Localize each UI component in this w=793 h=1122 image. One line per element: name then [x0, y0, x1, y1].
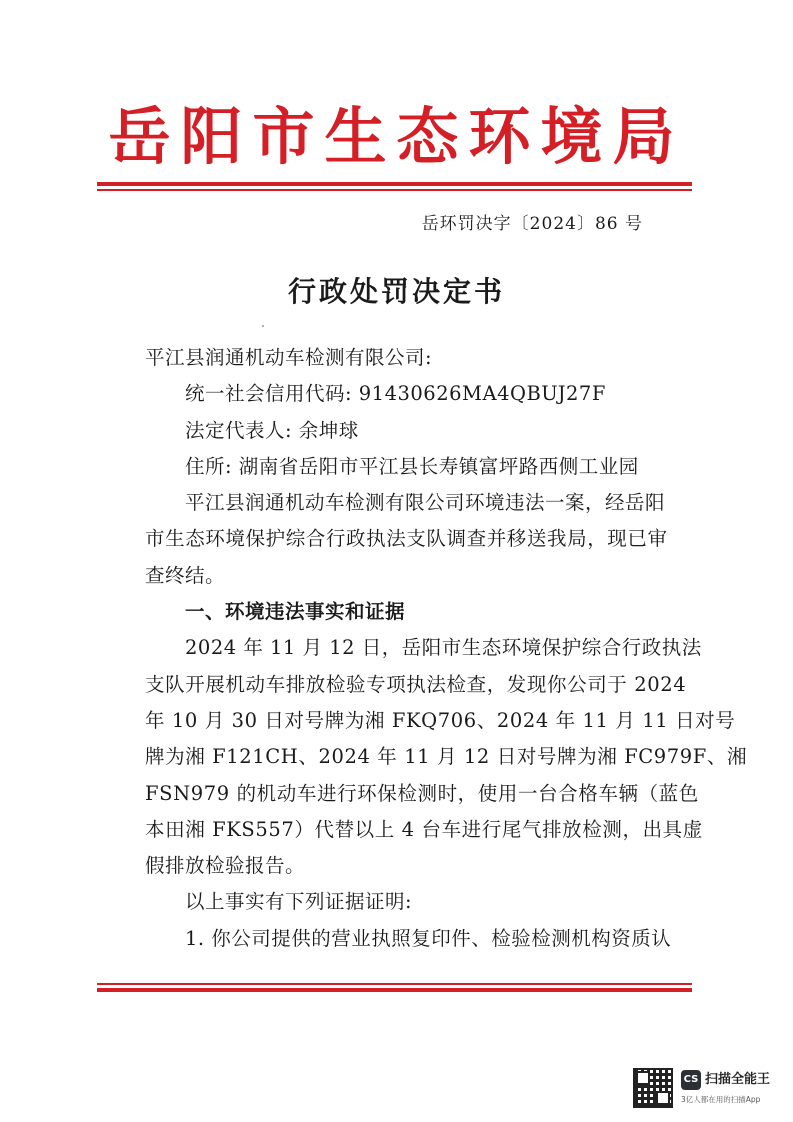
footer-rule-thick: [97, 988, 692, 992]
section-heading: 一、环境违法事实和证据: [185, 600, 406, 623]
scanner-app-name: 扫描全能王: [705, 1072, 771, 1087]
intro-line-3: 查终结。: [145, 564, 226, 587]
intro-line-2: 市生态环境保护综合行政执法支队调查并移送我局，现已审: [145, 527, 668, 550]
facts-line-4: 牌为湘 F121CH、2024 年 11 月 12 日对号牌为湘 FC979F、湘: [145, 745, 748, 768]
issuer-title: 岳阳市生态环境局: [108, 100, 685, 173]
facts-line-2: 支队开展机动车排放检验专项执法检查，发现你公司于 2024: [145, 673, 687, 696]
facts-line-6: 本田湘 FKS557）代替以上 4 台车进行尾气排放检测，出具虚: [145, 818, 703, 841]
party-name: 平江县润通机动车检测有限公司:: [145, 346, 433, 369]
scan-speck: [262, 325, 264, 327]
facts-line-1: 2024 年 11 月 12 日，岳阳市生态环境保护综合行政执法: [185, 636, 702, 659]
document-number: 岳环罚决字〔2024〕86 号: [421, 214, 643, 234]
facts-line-3: 年 10 月 30 日对号牌为湘 FKQ706、2024 年 11 月 11 日对号: [145, 709, 736, 732]
header-rule-thick: [97, 182, 692, 186]
party-address: 住所: 湖南省岳阳市平江县长寿镇富坪路西侧工业园: [185, 455, 639, 478]
evidence-intro: 以上事实有下列证据证明:: [185, 890, 413, 913]
document-title: 行政处罚决定书: [287, 275, 505, 308]
evidence-item-1: 1. 你公司提供的营业执照复印件、检验检测机构资质认: [185, 927, 672, 950]
legal-representative: 法定代表人: 余坤球: [185, 419, 359, 442]
camscanner-logo-icon: CS: [681, 1070, 701, 1090]
qr-code-icon: [633, 1068, 673, 1108]
scanner-app-tagline: 3亿人都在用的扫描App: [681, 1095, 761, 1104]
facts-line-5: FSN979 的机动车进行环保检测时，使用一台合格车辆（蓝色: [145, 782, 699, 805]
credit-code: 统一社会信用代码: 91430626MA4QBUJ27F: [185, 382, 606, 405]
facts-line-7: 假排放检验报告。: [145, 854, 306, 877]
scanner-watermark: [633, 1068, 783, 1112]
intro-line-1: 平江县润通机动车检测有限公司环境违法一案，经岳阳: [185, 491, 666, 514]
footer-rule-thin: [97, 983, 692, 985]
header-rule-thin: [97, 189, 692, 191]
